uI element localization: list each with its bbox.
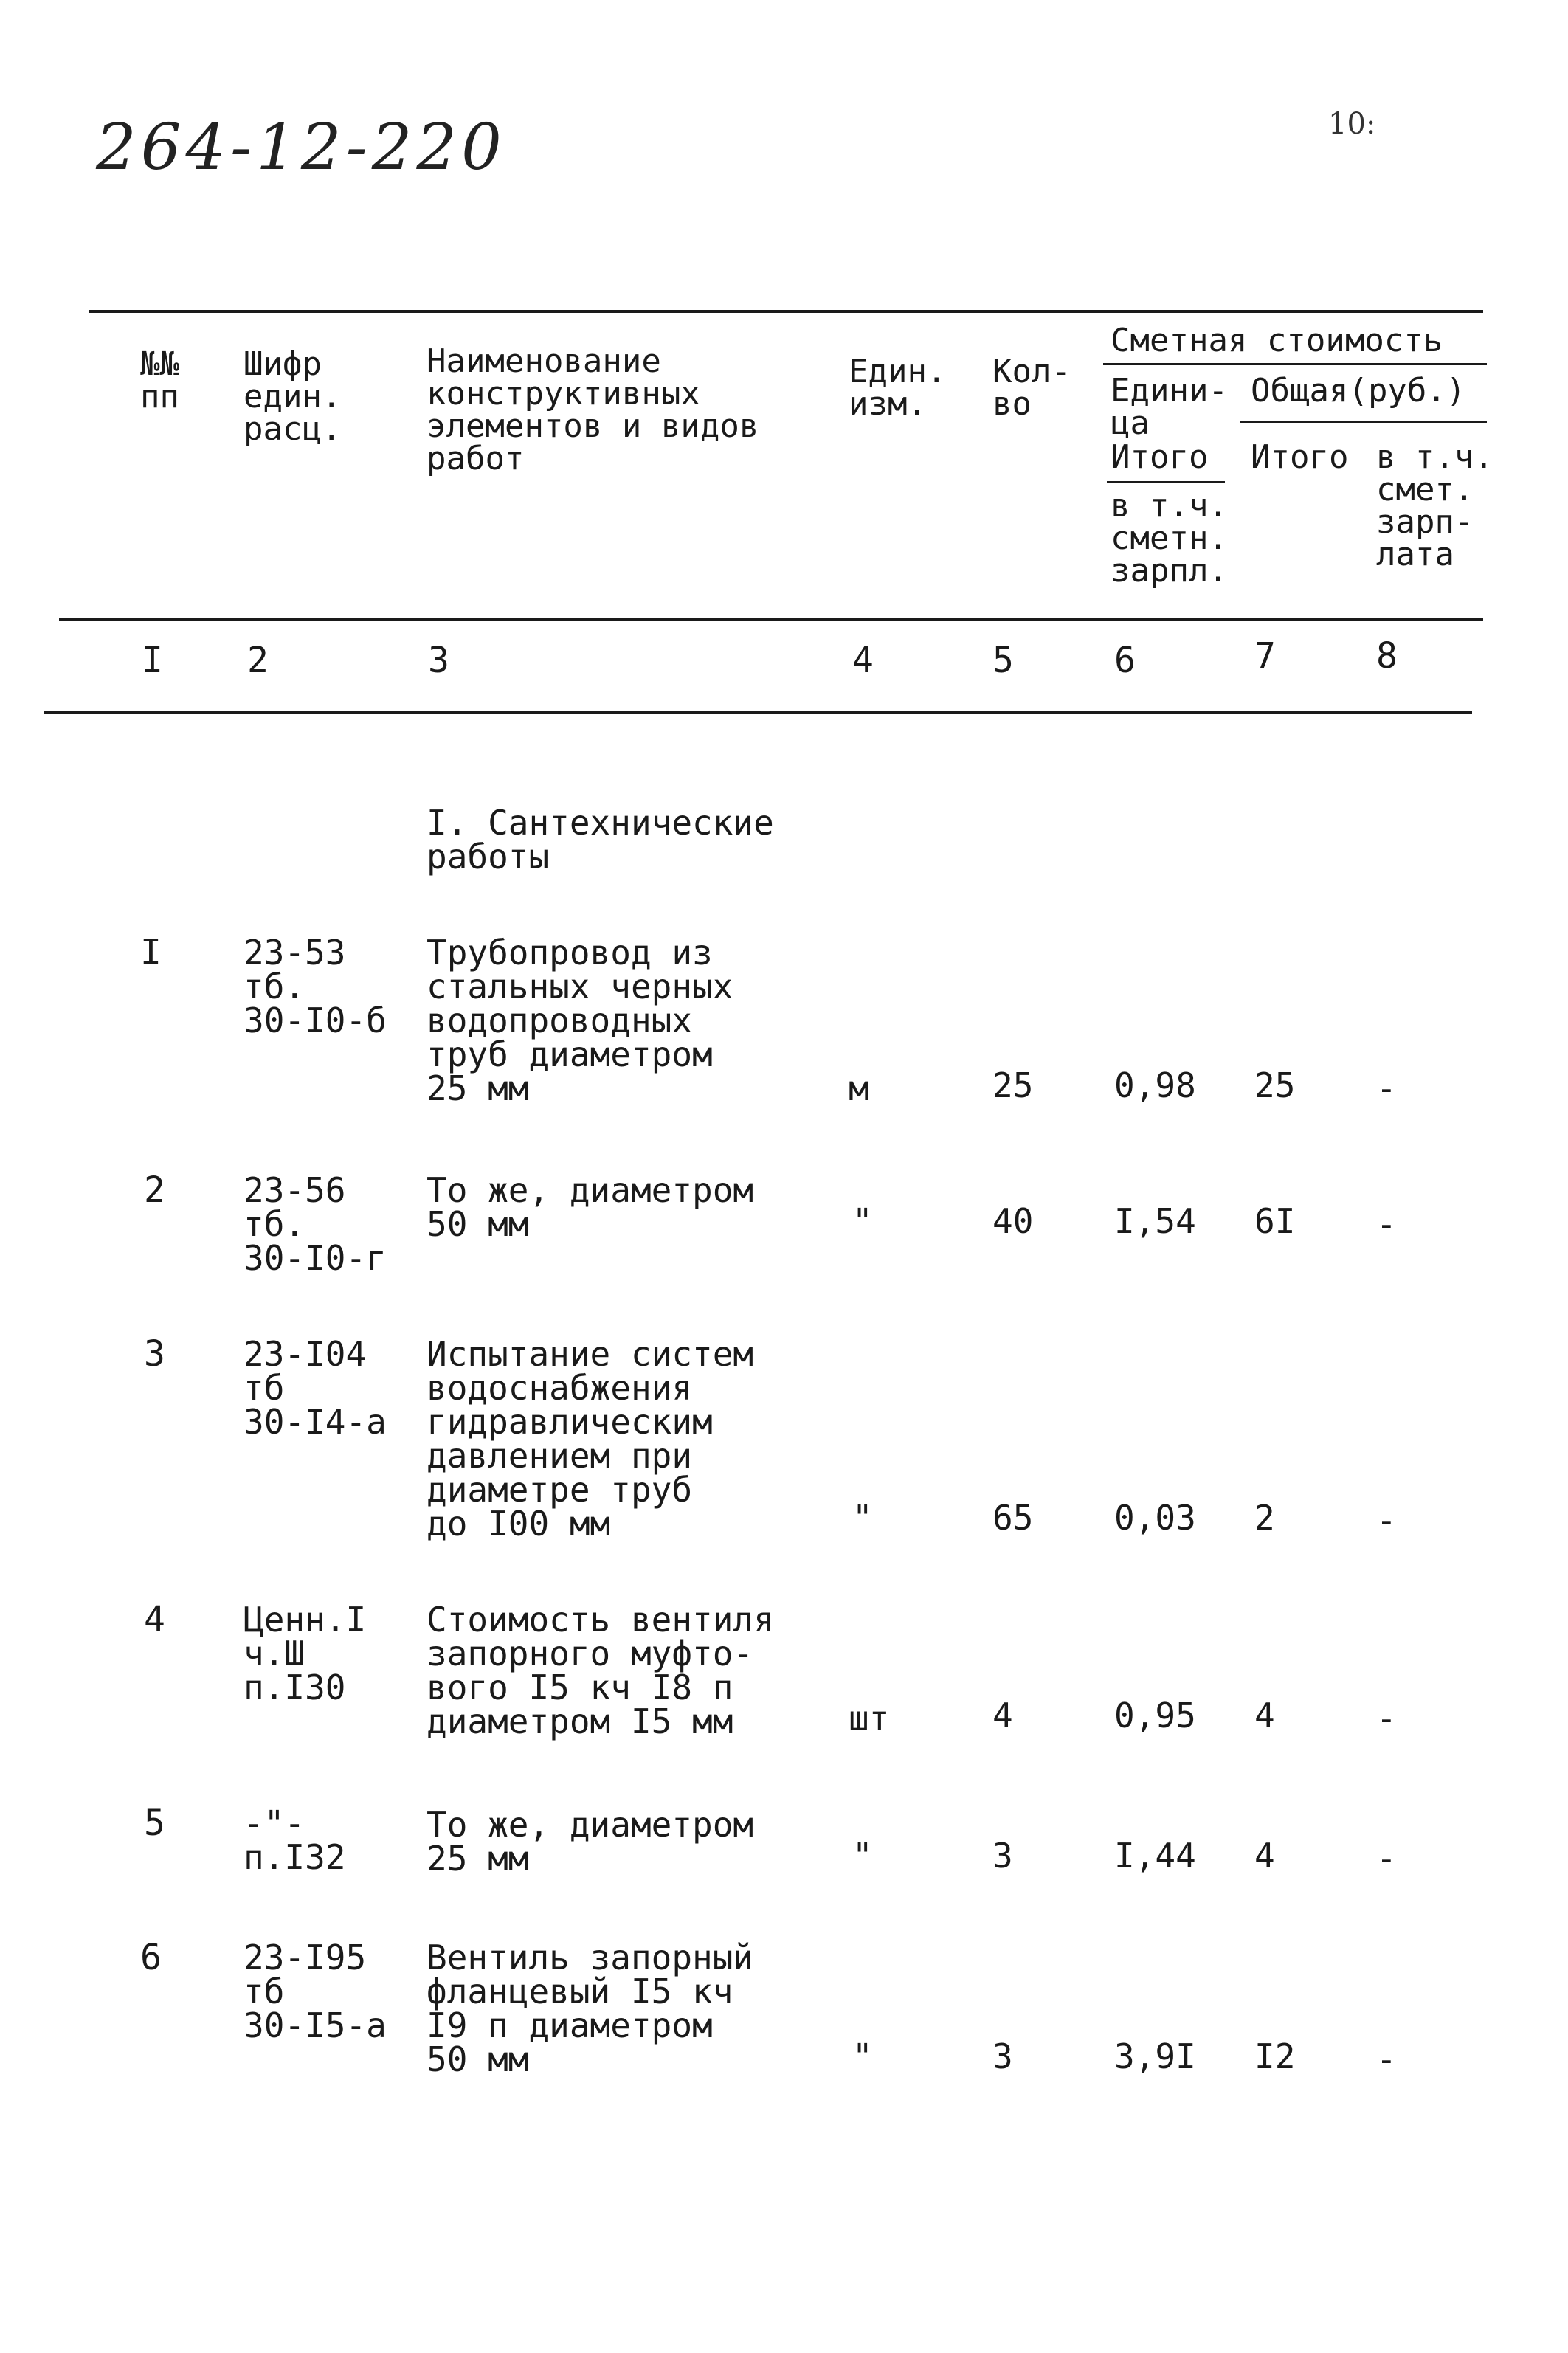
- header-col-qty: Кол- во: [992, 353, 1071, 423]
- row-unit: ": [852, 1498, 873, 1538]
- row-total: 25: [1254, 1065, 1296, 1105]
- row-unit: ": [852, 2036, 873, 2076]
- row-qty: 3: [992, 2036, 1013, 2076]
- header-total-rule: [1240, 421, 1487, 423]
- row-code: 23-I95 тб 30-I5-а: [244, 1938, 387, 2045]
- header-total-wage: в т.ч. смет. зарп- лата: [1376, 438, 1493, 573]
- row-number: 5: [144, 1803, 165, 1844]
- row-code: -"- п.I32: [244, 1803, 346, 1877]
- row-qty: 65: [992, 1498, 1034, 1538]
- header-col-name: Наименование конструктивных элементов и видов работ: [426, 342, 759, 477]
- header-total-group: Общая(руб.): [1251, 372, 1466, 410]
- row-total: I2: [1254, 2036, 1296, 2076]
- row-number: I: [140, 932, 162, 973]
- row-total: 4: [1254, 1836, 1275, 1876]
- row-wage: -: [1376, 1501, 1397, 1541]
- row-unit-total: 0,03: [1114, 1498, 1196, 1538]
- header-top-rule: [89, 310, 1483, 313]
- row-number: 3: [144, 1333, 165, 1375]
- header-unit-cost: Едини- ца: [1111, 372, 1228, 442]
- row-code: 23-53 тб. 30-I0-б: [244, 933, 387, 1040]
- header-col-unit: Един. изм.: [849, 353, 947, 423]
- row-unit-total: I,44: [1114, 1836, 1196, 1876]
- row-qty: 40: [992, 1201, 1034, 1241]
- row-wage: -: [1376, 2039, 1397, 2079]
- row-name: То же, диаметром 25 мм: [426, 1805, 754, 1879]
- row-total: 2: [1254, 1498, 1275, 1538]
- header-unit-wage: в т.ч. сметн. зарпл.: [1111, 487, 1228, 590]
- row-name: Вентиль запорный фланцевый I5 кч I9 п диаметром 50 мм: [426, 1938, 754, 2079]
- col-number-7: 7: [1254, 635, 1276, 677]
- row-unit-total: 3,9I: [1114, 2036, 1196, 2076]
- section-title: I. Сантехнические работы: [426, 803, 774, 877]
- col-number-8: 8: [1376, 635, 1398, 677]
- header-cost-rule: [1103, 363, 1487, 365]
- col-number-1: I: [142, 640, 163, 681]
- row-unit: ": [852, 1836, 873, 1876]
- row-qty: 4: [992, 1696, 1013, 1735]
- row-code: Ценн.I ч.Ш п.I30: [244, 1600, 367, 1707]
- header-col-number: №№ пп: [140, 345, 179, 415]
- header-unit-rule: [1107, 481, 1225, 483]
- row-qty: 25: [992, 1065, 1034, 1105]
- row-name: Трубопровод из стальных черных водопроводных труб диаметром 25 мм: [426, 933, 733, 1108]
- header-bottom-rule: [59, 618, 1483, 621]
- col-number-2: 2: [247, 640, 269, 681]
- document-code: 264-12-220: [96, 111, 506, 184]
- row-total: 4: [1254, 1696, 1275, 1735]
- page-number: 10:: [1328, 107, 1376, 141]
- row-wage: -: [1376, 1068, 1397, 1108]
- row-code: 23-56 тб. 30-I0-г: [244, 1170, 387, 1278]
- row-unit-total: I,54: [1114, 1201, 1196, 1241]
- row-number: 4: [144, 1599, 165, 1640]
- header-col-code: Шифр един. расц.: [244, 345, 342, 448]
- col-number-3: 3: [428, 640, 449, 681]
- header-unit-total: Итого: [1111, 438, 1209, 476]
- row-unit: ": [852, 1201, 873, 1241]
- row-number: 6: [140, 1937, 162, 1978]
- row-unit: м: [849, 1068, 869, 1108]
- row-name: То же, диаметром 50 мм: [426, 1170, 754, 1244]
- row-name: Испытание систем водоснабжения гидравлическим давлением при диаметре труб до I00 мм: [426, 1334, 754, 1544]
- row-wage: -: [1376, 1204, 1397, 1244]
- row-number: 2: [144, 1169, 165, 1211]
- column-numbers-rule: [44, 711, 1472, 714]
- row-unit-total: 0,95: [1114, 1696, 1196, 1735]
- header-total-total: Итого: [1251, 438, 1349, 476]
- col-number-4: 4: [852, 640, 874, 681]
- row-unit-total: 0,98: [1114, 1065, 1196, 1105]
- col-number-5: 5: [992, 640, 1014, 681]
- header-cost-group: Сметная стоимость: [1111, 322, 1443, 359]
- row-unit: шт: [849, 1699, 890, 1738]
- row-code: 23-I04 тб 30-I4-а: [244, 1334, 387, 1442]
- row-wage: -: [1376, 1839, 1397, 1879]
- col-number-6: 6: [1114, 640, 1136, 681]
- row-wage: -: [1376, 1699, 1397, 1738]
- row-qty: 3: [992, 1836, 1013, 1876]
- row-total: 6I: [1254, 1201, 1296, 1241]
- row-name: Стоимость вентиля запорного муфто- вого I5 кч I8 п диаметром I5 мм: [426, 1600, 774, 1741]
